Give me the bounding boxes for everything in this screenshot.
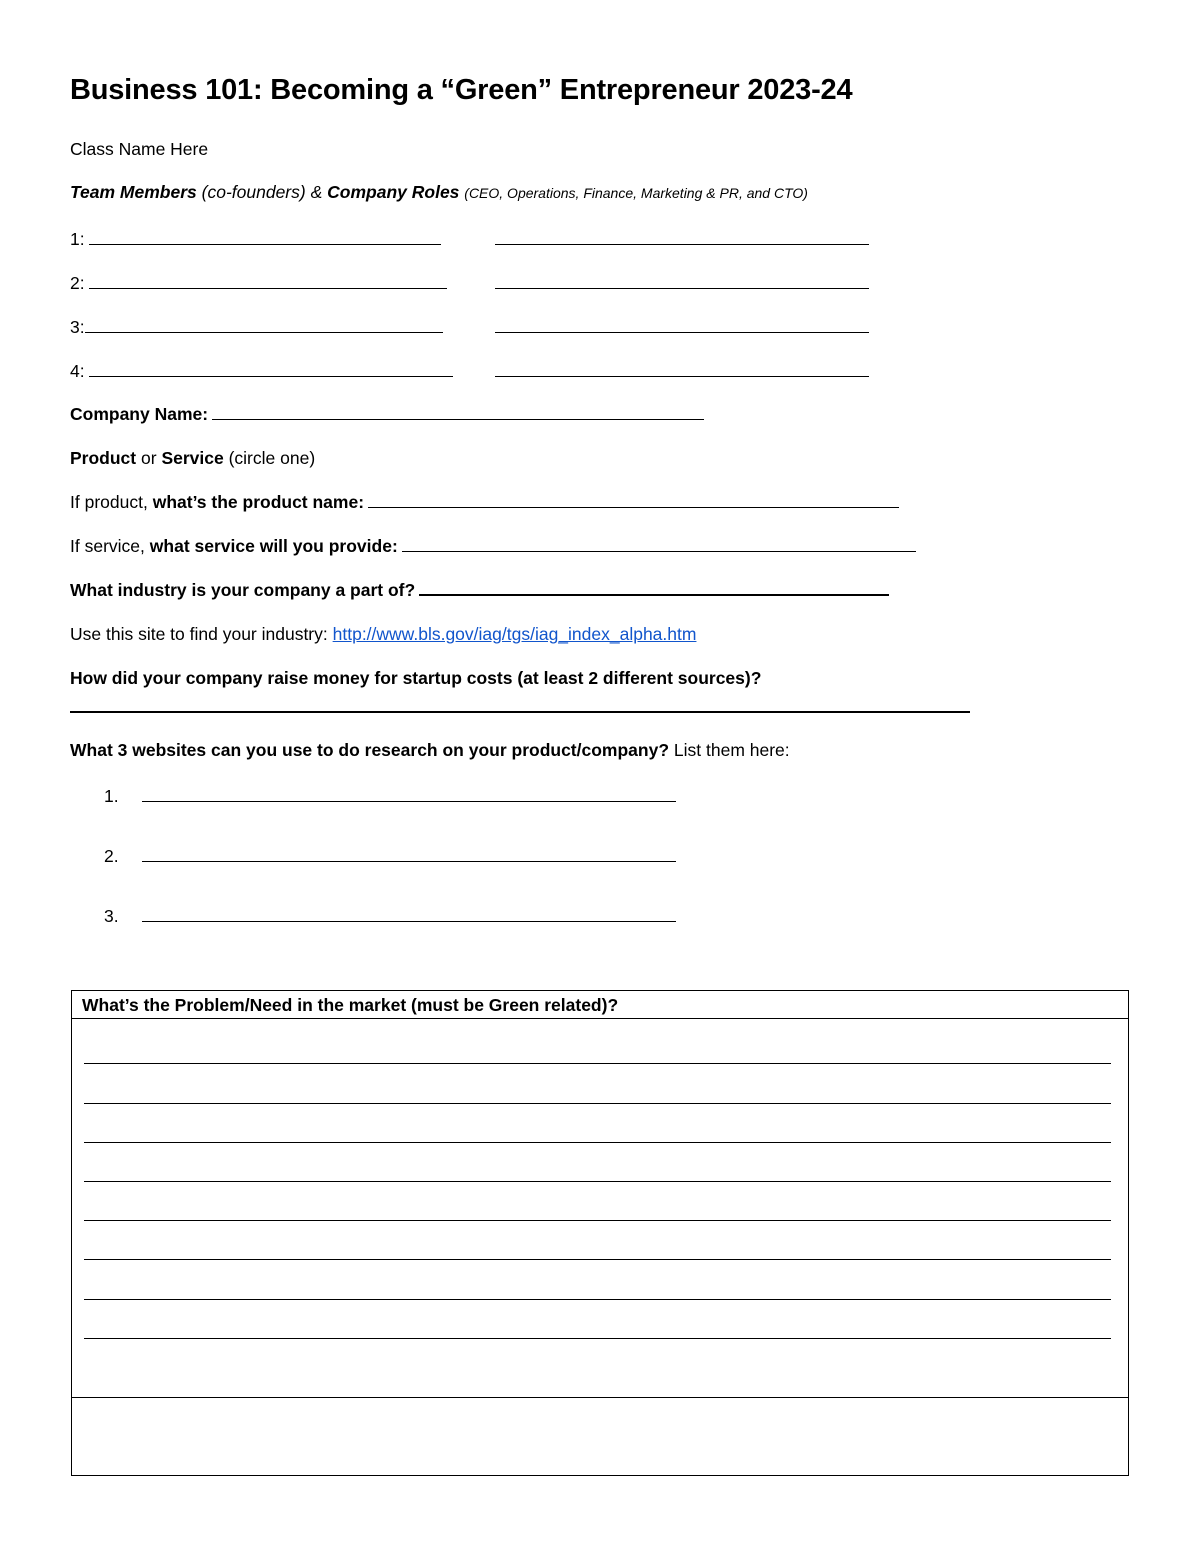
product-if: If <box>70 492 80 512</box>
product-name-row <box>70 491 899 513</box>
industry-blank[interactable] <box>419 579 889 596</box>
class-name-text: Class Name Here <box>70 139 209 159</box>
member-name-blank[interactable] <box>85 316 443 333</box>
service-row <box>70 535 916 557</box>
team-row-4 <box>70 360 453 382</box>
service-question: what service will you provide: <box>149 536 398 556</box>
class-name <box>70 138 208 160</box>
team-row-2 <box>70 272 447 294</box>
website-item-1 <box>104 785 676 807</box>
member-role-blank[interactable] <box>495 244 869 245</box>
startup-answer-blank[interactable] <box>70 711 970 713</box>
product-name-blank[interactable] <box>368 491 899 508</box>
problem-table-header: What’s the Problem/Need in the market (must be Green related)? <box>72 991 1128 1019</box>
startup-question: How did your company raise money for startup costs (at least 2 different sources)? <box>70 668 762 688</box>
team-row-number: 1: <box>70 229 85 249</box>
team-row-1 <box>70 228 441 250</box>
answer-line[interactable] <box>84 1181 1111 1182</box>
team-row-number: 4: <box>70 361 85 381</box>
product-option[interactable]: Product <box>70 448 137 468</box>
team-row-3 <box>70 316 443 338</box>
website-item-3 <box>104 905 676 927</box>
page-title: Business 101: Becoming a “Green” Entrepreneur 2023-24 <box>70 74 853 106</box>
answer-line[interactable] <box>84 1103 1111 1104</box>
company-roles-label: Company Roles <box>327 182 460 202</box>
startup-row <box>70 667 761 689</box>
website-blank[interactable] <box>142 845 676 862</box>
website-blank[interactable] <box>142 785 676 802</box>
team-heading <box>70 181 808 204</box>
or-text: or <box>141 448 157 468</box>
website-item-2 <box>104 845 676 867</box>
answer-line[interactable] <box>84 1063 1111 1064</box>
website-blank[interactable] <box>142 905 676 922</box>
websites-question: What 3 websites can you use to do research on your product/company? <box>70 740 670 760</box>
member-role-blank[interactable] <box>495 288 869 289</box>
team-members-label: Team Members <box>70 182 197 202</box>
industry-question: What industry is your company a part of? <box>70 580 416 600</box>
websites-row <box>70 739 790 761</box>
product-word: product, <box>84 492 148 512</box>
industry-site-row <box>70 623 696 645</box>
product-name-question: what’s the product name: <box>152 492 365 512</box>
company-name-label: Company Name: <box>70 404 209 424</box>
industry-site-text: Use this site to find your industry: <box>70 624 328 644</box>
answer-line[interactable] <box>84 1259 1111 1260</box>
answer-line[interactable] <box>84 1338 1111 1339</box>
website-number: 3. <box>104 906 119 926</box>
service-blank[interactable] <box>402 535 916 552</box>
service-word: service, <box>84 536 145 556</box>
company-roles-note: (CEO, Operations, Finance, Marketing & PR, and CTO) <box>464 185 808 201</box>
answer-line[interactable] <box>84 1299 1111 1300</box>
service-option[interactable]: Service <box>161 448 224 468</box>
table-row-divider <box>72 1397 1128 1398</box>
service-if: If <box>70 536 80 556</box>
industry-row <box>70 579 889 601</box>
product-or-service-row <box>70 447 315 469</box>
problem-table <box>71 990 1129 1476</box>
member-name-blank[interactable] <box>89 228 441 245</box>
website-number: 1. <box>104 786 119 806</box>
member-role-blank[interactable] <box>495 332 869 333</box>
company-name-row <box>70 403 704 425</box>
circle-one-note: (circle one) <box>228 448 316 468</box>
ampersand: & <box>310 182 323 202</box>
member-name-blank[interactable] <box>89 272 447 289</box>
answer-line[interactable] <box>84 1142 1111 1143</box>
bls-link[interactable]: http://www.bls.gov/iag/tgs/iag_index_alpha.htm <box>332 624 697 644</box>
team-row-number: 2: <box>70 273 85 293</box>
answer-line[interactable] <box>84 1220 1111 1221</box>
member-role-blank[interactable] <box>495 376 869 377</box>
company-name-blank[interactable] <box>212 403 704 420</box>
team-members-note: (co-founders) <box>201 182 306 202</box>
websites-instruction: List them here: <box>673 740 790 760</box>
team-row-number: 3: <box>70 317 85 337</box>
member-name-blank[interactable] <box>89 360 453 377</box>
website-number: 2. <box>104 846 119 866</box>
